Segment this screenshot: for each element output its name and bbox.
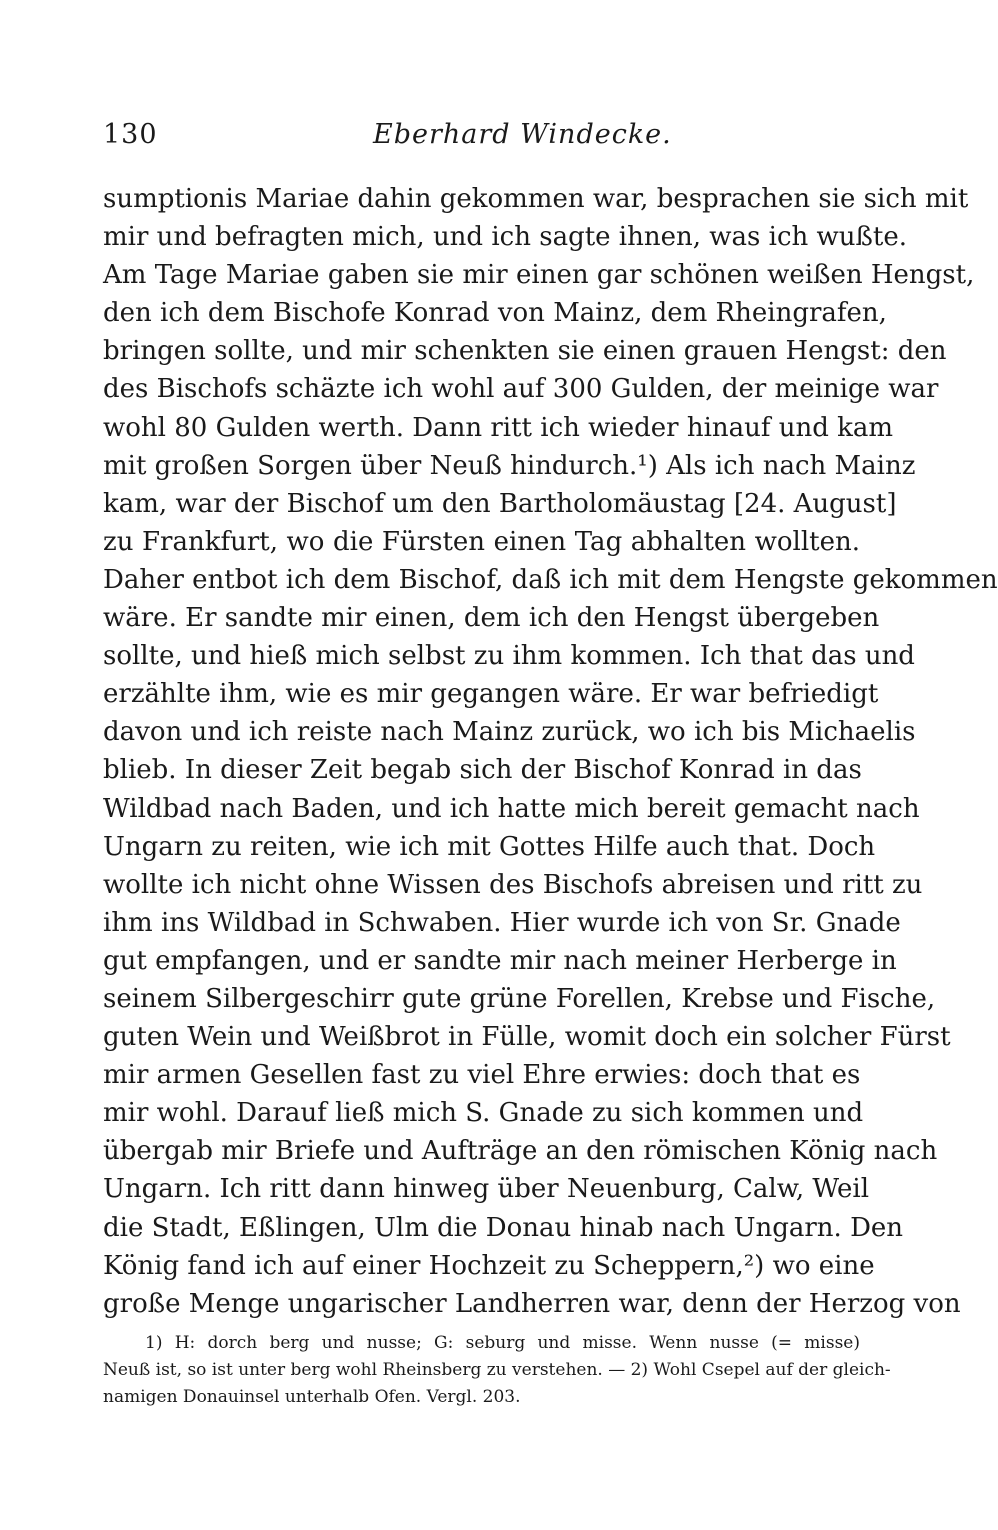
- text-line: mir wohl. Darauf ließ mich S. Gnade zu sich kommen und: [103, 1098, 864, 1129]
- text-line: Ungarn zu reiten, wie ich mit Gottes Hilfe auch that. Doch: [103, 831, 876, 862]
- text-line: mir und befragten mich, und ich sagte ihnen, was ich wußte.: [103, 222, 907, 253]
- text-line: mit großen Sorgen über Neuß hindurch.¹) Als ich nach Mainz: [103, 450, 916, 481]
- text-line: Ungarn. Ich ritt dann hinweg über Neuenburg, Calw, Weil: [103, 1174, 870, 1205]
- text-line: bringen sollte, und mir schenkten sie einen grauen Hengst: den: [103, 336, 947, 367]
- text-line: ihm ins Wildbad in Schwaben. Hier wurde ich von Sr. Gnade: [103, 907, 901, 938]
- text-line: seinem Silbergeschirr gute grüne Forellen, Krebse und Fische,: [103, 983, 936, 1014]
- text-line: sollte, und hieß mich selbst zu ihm kommen. Ich that das und: [103, 641, 915, 672]
- text-line: übergab mir Briefe und Aufträge an den römischen König nach: [103, 1136, 938, 1167]
- footnote-line: namigen Donauinsel unterhalb Ofen. Vergl. 203.: [103, 1387, 521, 1407]
- body-text: [103, 180, 998, 1323]
- text-line: gut empfangen, und er sandte mir nach meiner Herberge in: [103, 945, 897, 976]
- text-line: sumptionis Mariae dahin gekommen war, besprachen sie sich mit: [103, 184, 969, 214]
- text-line: mir armen Gesellen fast zu viel Ehre erwies: doch that es: [103, 1060, 861, 1091]
- page-number: 130: [103, 119, 158, 150]
- text-line: wäre. Er sandte mir einen, dem ich den Hengst übergeben: [103, 603, 880, 634]
- running-title: Eberhard Windecke.: [373, 119, 672, 150]
- text-line: kam, war der Bischof um den Bartholomäustag [24. August]: [103, 488, 897, 519]
- text-line: wohl 80 Gulden werth. Dann ritt ich wieder hinauf und kam: [103, 412, 894, 443]
- text-line: große Menge ungarischer Landherren war, denn der Herzog von: [103, 1288, 961, 1319]
- text-line: zu Frankfurt, wo die Fürsten einen Tag abhalten wollten.: [103, 526, 860, 557]
- footnotes: [103, 1330, 891, 1411]
- text-line: davon und ich reiste nach Mainz zurück, wo ich bis Michaelis: [103, 717, 916, 748]
- text-line: des Bischofs schäzte ich wohl auf 300 Gulden, der meinige war: [103, 374, 939, 405]
- text-line: König fand ich auf einer Hochzeit zu Scheppern,²) wo eine: [103, 1250, 875, 1281]
- text-line: guten Wein und Weißbrot in Fülle, womit doch ein solcher Fürst: [103, 1022, 951, 1053]
- text-line: wollte ich nicht ohne Wissen des Bischofs abreisen und ritt zu: [103, 869, 923, 900]
- text-line: Daher entbot ich dem Bischof, daß ich mit dem Hengste gekommen: [103, 564, 998, 595]
- running-head: [103, 112, 860, 158]
- footnote-line: Neuß ist, so ist unter berg wohl Rheinsberg zu verstehen. — 2) Wohl Csepel auf der gleich-: [103, 1360, 891, 1380]
- text-line: Am Tage Mariae gaben sie mir einen gar schönen weißen Hengst,: [103, 260, 975, 291]
- text-line: den ich dem Bischofe Konrad von Mainz, dem Rheingrafen,: [103, 298, 887, 329]
- text-line: erzählte ihm, wie es mir gegangen wäre. Er war befriedigt: [103, 679, 879, 710]
- text-line: blieb. In dieser Zeit begab sich der Bischof Konrad in das: [103, 755, 862, 786]
- text-line: die Stadt, Eßlingen, Ulm die Donau hinab nach Ungarn. Den: [103, 1212, 904, 1243]
- footnote-line: 1) H: dorch berg und nusse; G: seburg und misse. Wenn nusse (= misse): [145, 1333, 860, 1353]
- text-line: Wildbad nach Baden, und ich hatte mich bereit gemacht nach: [103, 793, 920, 824]
